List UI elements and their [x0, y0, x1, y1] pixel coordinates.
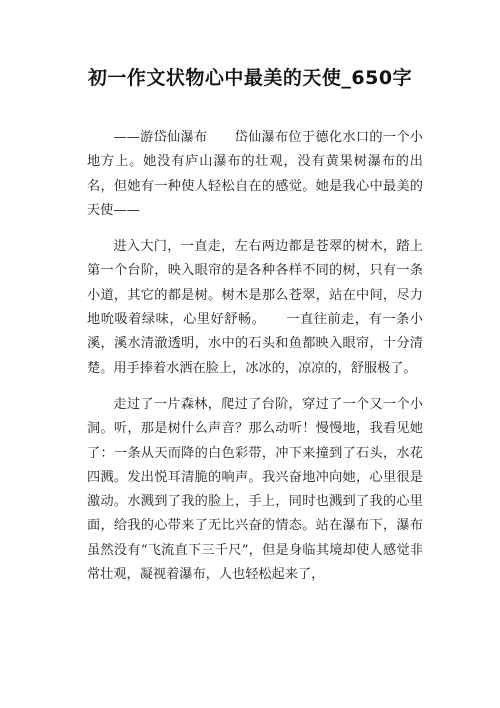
paragraph-waterfall: 走过了一片森林，爬过了台阶，穿过了一个又一个小洞。听，那是树什么声音？那么动听！慢慢地，我看见她了：一条从天而降的白色彩带，冲下来撞到了石头，水花四溅。发出悦耳清脆的响声。我兴奋地冲向她，心里很是激动。水溅到了我的脸上，手上，同时也溅到了我的心里面，给我的心带来了无比兴奋的情态。站在瀑布下，瀑布虽然没有“飞流直下三千尺”，但是身临其境却使人感觉非常壮观，凝视着瀑布，人也轻松起来了， [87, 396, 423, 583]
paragraph-intro: ——游岱仙瀑布 岱仙瀑布位于德化水口的一个小地方上。她没有庐山瀑布的壮观，没有黄果树瀑布的出名，但她有一种使人轻松自在的感觉。她是我心中最美的天使—— [87, 130, 423, 218]
paragraph-entrance: 进入大门，一直走，左右两边都是苍翠的树木，踏上第一个台阶，映入眼帘的是各种各样不同的树，只有一条小道，其它的都是树。树木是那么苍翠，站在中间，尽力地吮吸着绿味，心里好舒畅。 一直往前走，有一条小溪，溪水清澈透明，水中的石头和鱼都映入眼帘，十分清楚。用手捧着水洒在脸上，冰冰的，凉凉的，舒服极了。 [87, 239, 423, 376]
document-body [87, 126, 423, 587]
document-title: 初一作文状物心中最美的天使_650字 [87, 67, 413, 89]
